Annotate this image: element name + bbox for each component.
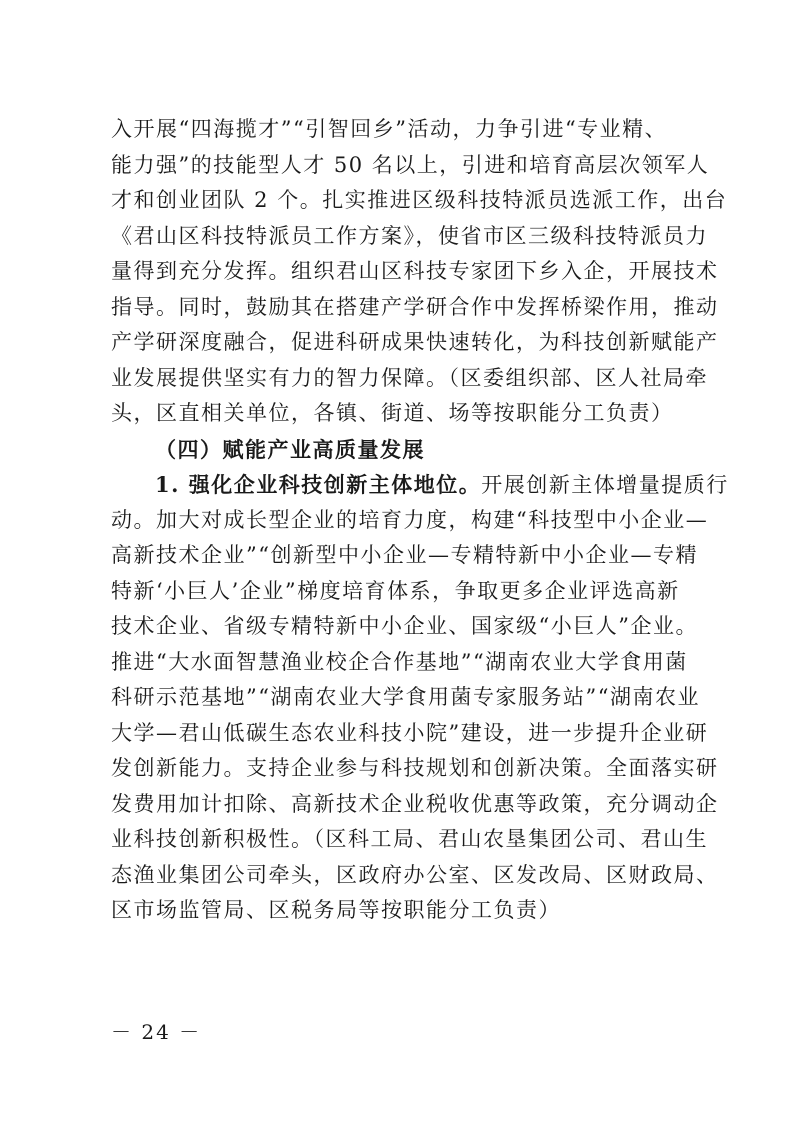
paragraph-line: 推进“大水面智慧渔业校企合作基地”“湖南农业大学食用菌 bbox=[111, 649, 688, 674]
paragraph-line: 头，区直相关单位，各镇、街道、场等按职能分工负责） bbox=[111, 401, 674, 425]
paragraph-line: 入开展“四海揽才”“引智回乡”活动，力争引进“专业精、 bbox=[111, 117, 668, 141]
paragraph-line: 能力强”的技能型人才 50 名以上，引进和培育高层次领军人 bbox=[111, 152, 710, 177]
paragraph-line: 特新‘小巨人’企业”梯度培育体系，争取更多企业评选高新 bbox=[111, 578, 680, 603]
paragraph-line: 区市场监管局、区税务局等按职能分工负责） bbox=[111, 898, 561, 922]
subsection-first-line-text: 开展创新主体增量提质行 bbox=[481, 473, 729, 497]
paragraph-line: 态渔业集团公司牵头，区政府办公室、区发改局、区财政局、 bbox=[111, 862, 719, 887]
paragraph-line: 《君山区科技特派员工作方案》，使省市区三级科技特派员力 bbox=[111, 223, 708, 248]
subsection-first-line bbox=[111, 467, 729, 503]
paragraph-line: 发创新能力。支持企业参与科技规划和创新决策。全面落实研 bbox=[111, 756, 719, 780]
paragraph-line: 业科技创新积极性。（区科工局、君山农垦集团公司、君山生 bbox=[111, 827, 708, 851]
paragraph-line: 科研示范基地”“湖南农业大学食用菌专家服务站”“湖南农业 bbox=[111, 685, 700, 709]
subsection-title: 1. 强化企业科技创新主体地位。 bbox=[155, 472, 482, 497]
section-heading: （四）赋能产业高质量发展 bbox=[155, 436, 425, 462]
paragraph-line: 才和创业团队 2 个。扎实推进区级科技特派员选派工作，出台 bbox=[111, 188, 728, 212]
paragraph-line: 量得到充分发挥。组织君山区科技专家团下乡入企，开展技术 bbox=[111, 259, 719, 283]
paragraph-line: 发费用加计扣除、高新技术企业税收优惠等政策，充分调动企 bbox=[111, 791, 719, 816]
paragraph-line: 指导。同时，鼓励其在搭建产学研合作中发挥桥梁作用，推动 bbox=[111, 294, 719, 319]
paragraph-line: 高新技术企业”“创新型中小企业—专精特新中小企业—专精 bbox=[111, 543, 698, 567]
page-number: － 24 － bbox=[111, 1020, 202, 1044]
paragraph-line: 技术企业、省级专精特新中小企业、国家级“小巨人”企业。 bbox=[111, 614, 698, 638]
paragraph-line: 产学研深度融合，促进科研成果快速转化，为科技创新赋能产 bbox=[111, 330, 719, 354]
body-text bbox=[111, 112, 729, 929]
paragraph-line: 大学—君山低碳生态农业科技小院”建设，进一步提升企业研 bbox=[111, 720, 709, 745]
paragraph-line: 业发展提供坚实有力的智力保障。（区委组织部、区人社局牵 bbox=[111, 365, 708, 390]
paragraph-line: 动。加大对成长型企业的培育力度，构建“科技型中小企业— bbox=[111, 507, 709, 532]
